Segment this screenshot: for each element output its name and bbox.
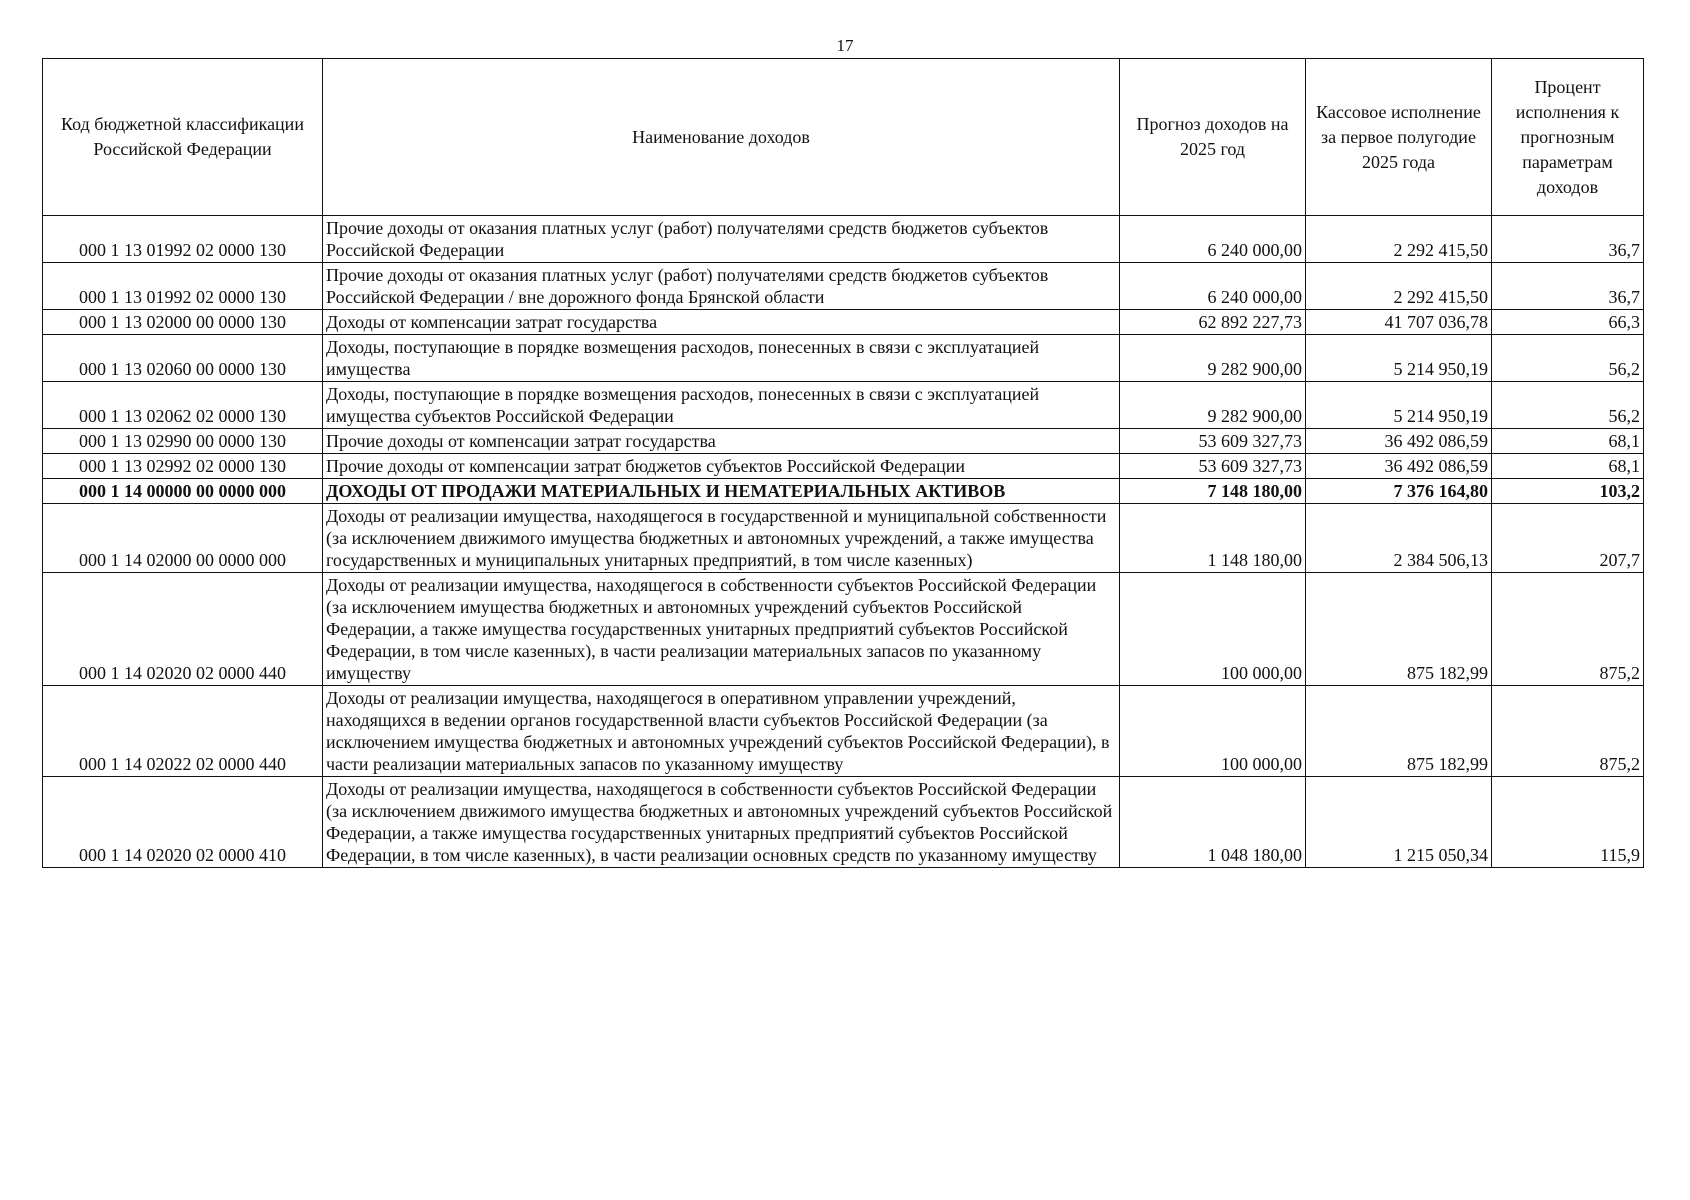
row-percent: 36,7 — [1492, 263, 1644, 310]
row-name: Прочие доходы от оказания платных услуг (работ) получателями средств бюджетов субъектов Российской Федерации / вне дорожного фонда Брянской области — [323, 263, 1120, 310]
row-executed: 2 384 506,13 — [1306, 504, 1492, 573]
row-code: 000 1 14 00000 00 0000 000 — [43, 479, 323, 504]
table-row — [43, 335, 1644, 382]
row-percent: 36,7 — [1492, 216, 1644, 263]
table-row — [43, 310, 1644, 335]
row-forecast: 1 148 180,00 — [1120, 504, 1306, 573]
row-name: Доходы от реализации имущества, находящегося в собственности субъектов Российской Федерации (за исключением движимого имущества бюджетных и автономных учреждений субъектов Российской Федерации, а также имущества государственных унитарных предприятий субъектов Российской Федерации, в том числе казенных), в части реализации основных средств по указанному имуществу — [323, 777, 1120, 868]
row-percent: 68,1 — [1492, 429, 1644, 454]
row-executed: 5 214 950,19 — [1306, 382, 1492, 429]
row-forecast: 6 240 000,00 — [1120, 263, 1306, 310]
row-code: 000 1 13 01992 02 0000 130 — [43, 216, 323, 263]
row-name: Доходы от реализации имущества, находящегося в государственной и муниципальной собственности (за исключением движимого имущества бюджетных и автономных учреждений, а также имущества государственных и муниципальных унитарных предприятий, в том числе казенных) — [323, 504, 1120, 573]
row-forecast: 9 282 900,00 — [1120, 335, 1306, 382]
row-code: 000 1 13 02992 02 0000 130 — [43, 454, 323, 479]
row-percent: 103,2 — [1492, 479, 1644, 504]
row-code: 000 1 13 01992 02 0000 130 — [43, 263, 323, 310]
row-forecast: 6 240 000,00 — [1120, 216, 1306, 263]
row-forecast: 9 282 900,00 — [1120, 382, 1306, 429]
row-executed: 5 214 950,19 — [1306, 335, 1492, 382]
table-header-row — [43, 59, 1644, 216]
row-executed: 875 182,99 — [1306, 686, 1492, 777]
row-code: 000 1 14 02020 02 0000 410 — [43, 777, 323, 868]
row-code: 000 1 13 02060 00 0000 130 — [43, 335, 323, 382]
row-code: 000 1 14 02020 02 0000 440 — [43, 573, 323, 686]
row-percent: 875,2 — [1492, 686, 1644, 777]
header-percent: Процент исполнения к прогнозным параметрам доходов — [1492, 59, 1644, 216]
row-executed: 7 376 164,80 — [1306, 479, 1492, 504]
row-percent: 207,7 — [1492, 504, 1644, 573]
table-row — [43, 504, 1644, 573]
header-forecast: Прогноз доходов на 2025 год — [1120, 59, 1306, 216]
row-forecast: 62 892 227,73 — [1120, 310, 1306, 335]
row-name: Доходы, поступающие в порядке возмещения расходов, понесенных в связи с эксплуатацией имущества субъектов Российской Федерации — [323, 382, 1120, 429]
row-forecast: 100 000,00 — [1120, 573, 1306, 686]
row-forecast: 100 000,00 — [1120, 686, 1306, 777]
row-name: Доходы от компенсации затрат государства — [323, 310, 1120, 335]
table-row — [43, 429, 1644, 454]
table-row — [43, 686, 1644, 777]
row-executed: 41 707 036,78 — [1306, 310, 1492, 335]
row-percent: 68,1 — [1492, 454, 1644, 479]
row-executed: 875 182,99 — [1306, 573, 1492, 686]
table-row-section-total — [43, 479, 1644, 504]
table-row — [43, 573, 1644, 686]
row-name: Прочие доходы от оказания платных услуг (работ) получателями средств бюджетов субъектов Российской Федерации — [323, 216, 1120, 263]
row-name: Прочие доходы от компенсации затрат государства — [323, 429, 1120, 454]
row-code: 000 1 13 02062 02 0000 130 — [43, 382, 323, 429]
row-name: ДОХОДЫ ОТ ПРОДАЖИ МАТЕРИАЛЬНЫХ И НЕМАТЕРИАЛЬНЫХ АКТИВОВ — [323, 479, 1120, 504]
row-executed: 2 292 415,50 — [1306, 263, 1492, 310]
row-code: 000 1 14 02000 00 0000 000 — [43, 504, 323, 573]
row-forecast: 7 148 180,00 — [1120, 479, 1306, 504]
row-name: Доходы, поступающие в порядке возмещения расходов, понесенных в связи с эксплуатацией имущества — [323, 335, 1120, 382]
table-row — [43, 777, 1644, 868]
row-code: 000 1 13 02990 00 0000 130 — [43, 429, 323, 454]
header-code: Код бюджетной классификации Российской Федерации — [43, 59, 323, 216]
row-name: Прочие доходы от компенсации затрат бюджетов субъектов Российской Федерации — [323, 454, 1120, 479]
header-name: Наименование доходов — [323, 59, 1120, 216]
table-row — [43, 216, 1644, 263]
row-forecast: 53 609 327,73 — [1120, 454, 1306, 479]
row-percent: 875,2 — [1492, 573, 1644, 686]
row-code: 000 1 13 02000 00 0000 130 — [43, 310, 323, 335]
table-row — [43, 454, 1644, 479]
page-number: 17 — [836, 36, 854, 55]
row-percent: 56,2 — [1492, 382, 1644, 429]
row-percent: 66,3 — [1492, 310, 1644, 335]
row-forecast: 53 609 327,73 — [1120, 429, 1306, 454]
row-name: Доходы от реализации имущества, находящегося в собственности субъектов Российской Федерации (за исключением имущества бюджетных и автономных учреждений субъектов Российской Федерации, а также имущества государственных унитарных предприятий субъектов Российской Федерации, в том числе казенных), в части реализации материальных запасов по указанному имуществу — [323, 573, 1120, 686]
row-name: Доходы от реализации имущества, находящегося в оперативном управлении учреждений, находящихся в ведении органов государственной власти субъектов Российской Федерации (за исключением имущества бюджетных и автономных учреждений субъектов Российской Федерации), в части реализации материальных запасов по указанному имуществу — [323, 686, 1120, 777]
row-percent: 56,2 — [1492, 335, 1644, 382]
table-row — [43, 382, 1644, 429]
row-executed: 1 215 050,34 — [1306, 777, 1492, 868]
row-executed: 36 492 086,59 — [1306, 429, 1492, 454]
revenue-table — [42, 58, 1644, 868]
row-executed: 36 492 086,59 — [1306, 454, 1492, 479]
row-percent: 115,9 — [1492, 777, 1644, 868]
table-row — [43, 263, 1644, 310]
row-executed: 2 292 415,50 — [1306, 216, 1492, 263]
row-code: 000 1 14 02022 02 0000 440 — [43, 686, 323, 777]
header-executed: Кассовое исполнение за первое полугодие 2025 года — [1306, 59, 1492, 216]
row-forecast: 1 048 180,00 — [1120, 777, 1306, 868]
